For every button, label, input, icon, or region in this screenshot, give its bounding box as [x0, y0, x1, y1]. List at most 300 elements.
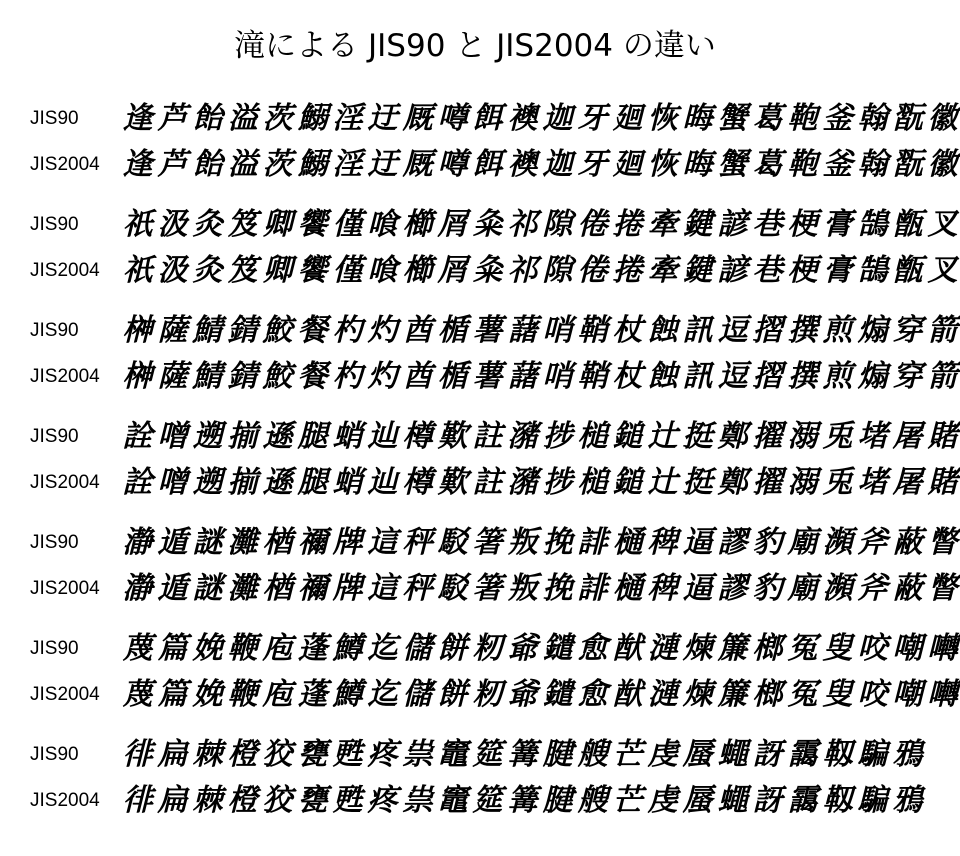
glyph: 粂 [472, 207, 503, 242]
version-label: JIS2004 [30, 472, 100, 493]
glyph: 餌 [472, 147, 503, 182]
glyph: 厩 [402, 147, 433, 182]
glyph: 灸 [192, 207, 223, 242]
glyph-list [120, 96, 960, 142]
glyph: 鱒 [332, 677, 363, 712]
version-label: JIS90 [30, 638, 79, 659]
glyph: 淫 [332, 147, 363, 182]
glyph: 虔 [647, 783, 678, 818]
glyph: 捗 [542, 419, 573, 454]
char-row [0, 248, 958, 294]
glyph: 穿 [892, 313, 923, 348]
glyph: 禰 [297, 525, 328, 560]
glyph: 橙 [227, 783, 258, 818]
glyph: 煉 [682, 631, 713, 666]
glyph: 艘 [577, 737, 608, 772]
glyph: 籾 [472, 631, 503, 666]
glyph: 蛸 [332, 419, 363, 454]
glyph: 逗 [717, 313, 748, 348]
glyph: 鵠 [857, 207, 888, 242]
glyph: 蠅 [717, 737, 748, 772]
glyph: 瀕 [822, 571, 853, 606]
glyph: 煉 [682, 677, 713, 712]
glyph: 嘲 [892, 631, 923, 666]
glyph: 猷 [612, 631, 643, 666]
glyph: 瀦 [507, 465, 538, 500]
glyph: 蔑 [122, 677, 153, 712]
glyph: 笈 [227, 253, 258, 288]
glyph: 晦 [682, 147, 713, 182]
glyph: 煽 [857, 313, 888, 348]
glyph: 囀 [927, 677, 958, 712]
glyph: 甕 [297, 737, 328, 772]
glyph: 賭 [927, 419, 958, 454]
glyph: 挺 [682, 419, 713, 454]
glyph: 飴 [192, 147, 223, 182]
glyph: 錆 [227, 313, 258, 348]
glyph: 甦 [332, 737, 363, 772]
glyph: 叉 [927, 207, 958, 242]
glyph: 簾 [717, 677, 748, 712]
glyph: 晦 [682, 101, 713, 136]
glyph: 瞥 [927, 525, 958, 560]
char-row [0, 672, 958, 718]
glyph: 鰯 [297, 147, 328, 182]
glyph: 溢 [227, 101, 258, 136]
glyph: 噌 [157, 419, 188, 454]
char-group [0, 202, 958, 294]
glyph: 庖 [262, 631, 293, 666]
glyph: 囀 [927, 631, 958, 666]
glyph: 蟹 [717, 101, 748, 136]
glyph: 鞘 [577, 359, 608, 394]
glyph: 遜 [262, 419, 293, 454]
glyph: 徽 [927, 101, 958, 136]
glyph: 鱒 [332, 631, 363, 666]
glyph: 汲 [157, 207, 188, 242]
glyph: 屑 [437, 253, 468, 288]
glyph: 棘 [192, 783, 223, 818]
glyph: 槌 [577, 419, 608, 454]
glyph: 叛 [507, 571, 538, 606]
glyph: 儲 [402, 631, 433, 666]
glyph: 膏 [822, 253, 853, 288]
glyph: 蓬 [297, 631, 328, 666]
glyph: 詮 [122, 465, 153, 500]
glyph: 襖 [507, 147, 538, 182]
glyph: 瞥 [927, 571, 958, 606]
glyph: 廟 [787, 525, 818, 560]
char-row [0, 460, 958, 506]
glyph: 蝕 [647, 313, 678, 348]
glyph: 嘲 [892, 677, 923, 712]
glyph-list [120, 248, 960, 294]
glyph: 註 [472, 419, 503, 454]
glyph: 芒 [612, 783, 643, 818]
version-label: JIS2004 [30, 684, 100, 705]
glyph: 這 [367, 571, 398, 606]
glyph: 靱 [822, 737, 853, 772]
glyph: 徘 [122, 737, 153, 772]
glyph: 樋 [612, 525, 643, 560]
glyph: 榊 [122, 313, 153, 348]
glyph: 灘 [227, 525, 258, 560]
glyph: 這 [367, 525, 398, 560]
glyph: 腱 [542, 783, 573, 818]
glyph-list [120, 202, 960, 248]
glyph: 稗 [647, 525, 678, 560]
glyph: 祟 [402, 783, 433, 818]
glyph: 倦 [577, 207, 608, 242]
glyph: 穿 [892, 359, 923, 394]
glyph: 屑 [437, 207, 468, 242]
glyph: 筵 [472, 737, 503, 772]
glyph: 餅 [437, 677, 468, 712]
glyph: 楯 [437, 359, 468, 394]
glyph: 叟 [822, 677, 853, 712]
glyph: 蜃 [682, 737, 713, 772]
glyph: 蜃 [682, 783, 713, 818]
glyph: 冤 [787, 631, 818, 666]
page-title: 滝による JIS90 と JIS2004 の違い [234, 28, 716, 64]
glyph: 芦 [157, 147, 188, 182]
glyph: 鄭 [717, 419, 748, 454]
glyph: 逼 [682, 571, 713, 606]
glyph: 杓 [332, 313, 363, 348]
glyph: 祇 [122, 253, 153, 288]
glyph: 薩 [157, 313, 188, 348]
glyph: 兎 [822, 419, 853, 454]
glyph: 翫 [892, 101, 923, 136]
glyph: 榔 [752, 677, 783, 712]
glyph: 甑 [892, 253, 923, 288]
glyph: 諺 [717, 207, 748, 242]
glyph: 甑 [892, 207, 923, 242]
glyph: 斧 [857, 525, 888, 560]
glyph: 詮 [122, 419, 153, 454]
glyph: 芦 [157, 101, 188, 136]
glyph: 橙 [227, 737, 258, 772]
glyph: 徽 [927, 147, 958, 182]
glyph-list [120, 414, 960, 460]
version-label: JIS2004 [30, 366, 100, 387]
glyph: 訊 [682, 313, 713, 348]
glyph: 辻 [647, 419, 678, 454]
glyph: 腱 [542, 737, 573, 772]
glyph: 斧 [857, 571, 888, 606]
glyph: 筵 [472, 783, 503, 818]
glyph: 豹 [752, 525, 783, 560]
glyph: 牽 [647, 253, 678, 288]
glyph: 迦 [542, 147, 573, 182]
glyph: 蟹 [717, 147, 748, 182]
glyph: 櫛 [402, 253, 433, 288]
glyph: 靄 [787, 783, 818, 818]
glyph: 揃 [227, 419, 258, 454]
version-label: JIS90 [30, 744, 79, 765]
glyph: 訊 [682, 359, 713, 394]
char-row [0, 414, 958, 460]
glyph: 蔑 [122, 631, 153, 666]
glyph: 堵 [857, 465, 888, 500]
glyph: 歎 [437, 465, 468, 500]
glyph: 梗 [787, 253, 818, 288]
glyph: 屠 [892, 419, 923, 454]
glyph: 秤 [402, 571, 433, 606]
glyph: 廟 [787, 571, 818, 606]
glyph: 遁 [157, 525, 188, 560]
glyph: 擢 [752, 465, 783, 500]
glyph: 淫 [332, 101, 363, 136]
glyph-list [120, 142, 960, 188]
glyph: 恢 [647, 101, 678, 136]
glyph: 祇 [122, 207, 153, 242]
glyph: 噂 [437, 101, 468, 136]
glyph: 愈 [577, 677, 608, 712]
glyph: 餐 [297, 359, 328, 394]
glyph: 箸 [472, 571, 503, 606]
glyph: 徘 [122, 783, 153, 818]
glyph: 廻 [612, 147, 643, 182]
glyph: 溺 [787, 419, 818, 454]
glyph: 鑓 [542, 631, 573, 666]
glyph: 餌 [472, 101, 503, 136]
glyph: 膏 [822, 207, 853, 242]
glyph: 噌 [157, 465, 188, 500]
glyph: 漣 [647, 677, 678, 712]
glyph: 艘 [577, 783, 608, 818]
char-row [0, 626, 958, 672]
glyph-list [120, 308, 960, 354]
glyph: 爺 [507, 677, 538, 712]
char-row [0, 778, 950, 824]
glyph: 捗 [542, 465, 573, 500]
glyph: 瀞 [122, 571, 153, 606]
glyph-list [120, 520, 960, 566]
glyph: 誹 [577, 525, 608, 560]
glyph: 牌 [332, 571, 363, 606]
glyph: 祁 [507, 253, 538, 288]
glyph: 蓬 [297, 677, 328, 712]
glyph: 禰 [297, 571, 328, 606]
glyph: 訝 [752, 737, 783, 772]
glyph: 叉 [927, 253, 958, 288]
glyph: 杓 [332, 359, 363, 394]
glyph: 哨 [542, 313, 573, 348]
char-row [0, 202, 958, 248]
version-label: JIS90 [30, 108, 79, 129]
glyph: 謬 [717, 571, 748, 606]
glyph: 僅 [332, 253, 363, 288]
glyph: 竈 [437, 737, 468, 772]
glyph: 廻 [612, 101, 643, 136]
glyph: 逢 [122, 147, 153, 182]
glyph: 茨 [262, 101, 293, 136]
glyph: 瀦 [507, 419, 538, 454]
glyph: 甕 [297, 783, 328, 818]
glyph: 饗 [297, 207, 328, 242]
version-label: JIS2004 [30, 578, 100, 599]
glyph: 兎 [822, 465, 853, 500]
glyph: 錆 [227, 359, 258, 394]
glyph: 籾 [472, 677, 503, 712]
glyph: 駁 [437, 571, 468, 606]
char-group [0, 626, 958, 718]
glyph: 叟 [822, 631, 853, 666]
char-row [0, 354, 958, 400]
glyph: 樋 [612, 571, 643, 606]
glyph-list [120, 732, 925, 778]
glyph: 樽 [402, 465, 433, 500]
glyph: 厩 [402, 101, 433, 136]
glyph: 鵠 [857, 253, 888, 288]
glyph: 襖 [507, 101, 538, 136]
glyph: 灼 [367, 359, 398, 394]
glyph: 辿 [367, 465, 398, 500]
glyph: 牙 [577, 147, 608, 182]
glyph: 溢 [227, 147, 258, 182]
glyph: 翫 [892, 147, 923, 182]
glyph: 疼 [367, 783, 398, 818]
glyph: 蝕 [647, 359, 678, 394]
glyph: 騙 [857, 783, 888, 818]
glyph: 餅 [437, 631, 468, 666]
glyph: 箭 [927, 359, 958, 394]
glyph: 迂 [367, 147, 398, 182]
glyph: 遁 [157, 571, 188, 606]
glyph: 冤 [787, 677, 818, 712]
glyph: 酋 [402, 313, 433, 348]
glyph: 喰 [367, 207, 398, 242]
glyph: 薯 [472, 359, 503, 394]
char-group [0, 308, 958, 400]
glyph: 謎 [192, 525, 223, 560]
glyph: 饗 [297, 253, 328, 288]
char-row [0, 732, 950, 778]
glyph: 疼 [367, 737, 398, 772]
glyph: 儲 [402, 677, 433, 712]
glyph: 鑓 [542, 677, 573, 712]
glyph: 鯖 [192, 313, 223, 348]
glyph: 謬 [717, 525, 748, 560]
glyph: 逗 [717, 359, 748, 394]
glyph: 牌 [332, 525, 363, 560]
glyph: 灸 [192, 253, 223, 288]
glyph: 茨 [262, 147, 293, 182]
glyph: 叛 [507, 525, 538, 560]
glyph: 娩 [192, 677, 223, 712]
glyph: 逢 [122, 101, 153, 136]
char-row [0, 308, 958, 354]
glyph: 捲 [612, 253, 643, 288]
glyph: 牽 [647, 207, 678, 242]
glyph: 箭 [927, 313, 958, 348]
glyph: 咬 [857, 677, 888, 712]
glyph: 隙 [542, 207, 573, 242]
glyph: 咬 [857, 631, 888, 666]
glyph: 鍵 [682, 207, 713, 242]
glyph: 遡 [192, 419, 223, 454]
glyph: 鯖 [192, 359, 223, 394]
glyph: 騙 [857, 737, 888, 772]
glyph: 瀞 [122, 525, 153, 560]
glyph: 楢 [262, 571, 293, 606]
glyph: 薯 [472, 313, 503, 348]
glyph: 笈 [227, 207, 258, 242]
glyph: 飴 [192, 101, 223, 136]
glyph: 蛸 [332, 465, 363, 500]
glyph: 隙 [542, 253, 573, 288]
glyph: 噂 [437, 147, 468, 182]
glyph-list [120, 778, 925, 824]
glyph: 楯 [437, 313, 468, 348]
glyph: 櫛 [402, 207, 433, 242]
glyph: 愈 [577, 631, 608, 666]
glyph: 猷 [612, 677, 643, 712]
char-row [0, 520, 958, 566]
char-group [0, 732, 950, 824]
glyph: 倦 [577, 253, 608, 288]
glyph: 扁 [157, 783, 188, 818]
glyph: 榔 [752, 631, 783, 666]
glyph: 迄 [367, 677, 398, 712]
glyph: 喰 [367, 253, 398, 288]
version-label: JIS90 [30, 426, 79, 447]
glyph: 鞄 [787, 147, 818, 182]
glyph: 鞭 [227, 677, 258, 712]
glyph: 篝 [507, 737, 538, 772]
glyph: 狡 [262, 737, 293, 772]
glyph-list [120, 566, 960, 612]
glyph: 堵 [857, 419, 888, 454]
glyph: 葛 [752, 147, 783, 182]
glyph: 鮫 [262, 313, 293, 348]
glyph: 撰 [787, 313, 818, 348]
glyph: 豹 [752, 571, 783, 606]
glyph: 巷 [752, 253, 783, 288]
glyph: 梗 [787, 207, 818, 242]
glyph: 釜 [822, 101, 853, 136]
glyph: 靱 [822, 783, 853, 818]
version-label: JIS90 [30, 320, 79, 341]
glyph: 竈 [437, 783, 468, 818]
glyph: 諺 [717, 253, 748, 288]
glyph: 娩 [192, 631, 223, 666]
glyph: 卿 [262, 207, 293, 242]
glyph: 駁 [437, 525, 468, 560]
glyph: 辻 [647, 465, 678, 500]
glyph: 稗 [647, 571, 678, 606]
glyph: 鍵 [682, 253, 713, 288]
version-label: JIS2004 [30, 260, 100, 281]
glyph: 挽 [542, 571, 573, 606]
glyph: 鞄 [787, 101, 818, 136]
version-label: JIS2004 [30, 790, 100, 811]
glyph: 揃 [227, 465, 258, 500]
glyph: 灼 [367, 313, 398, 348]
glyph-list [120, 672, 960, 718]
glyph: 鎚 [612, 465, 643, 500]
glyph: 摺 [752, 313, 783, 348]
glyph: 爺 [507, 631, 538, 666]
glyph: 溺 [787, 465, 818, 500]
glyph: 煽 [857, 359, 888, 394]
glyph: 榊 [122, 359, 153, 394]
glyph: 摺 [752, 359, 783, 394]
glyph: 迦 [542, 101, 573, 136]
glyph: 歎 [437, 419, 468, 454]
glyph: 煎 [822, 313, 853, 348]
